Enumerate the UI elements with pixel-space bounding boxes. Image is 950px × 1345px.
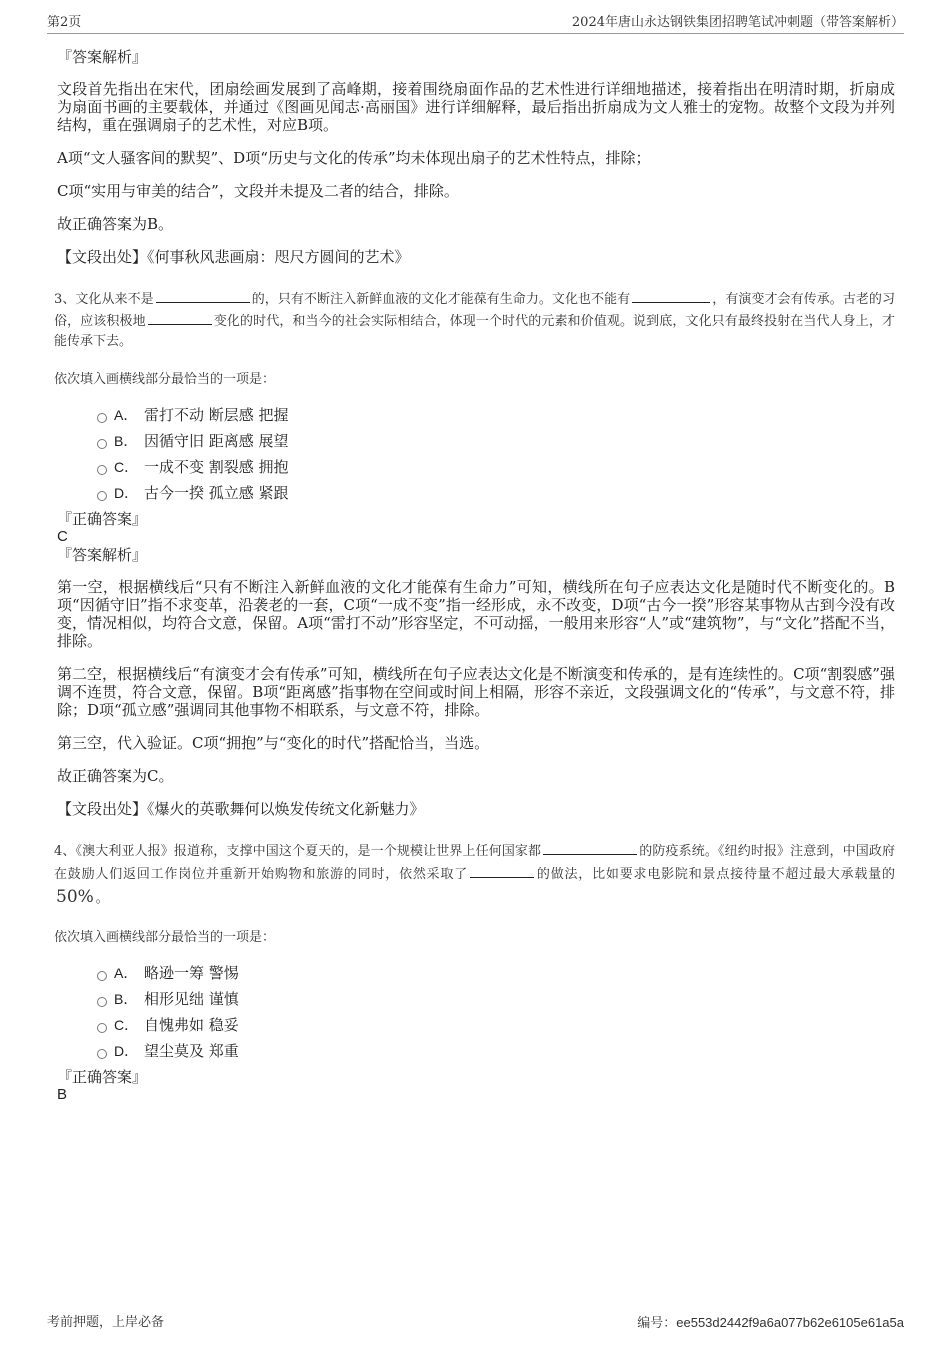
radio-icon[interactable]	[97, 1023, 107, 1033]
document-title: 2024年唐山永达钢铁集团招聘笔试冲刺题（带答案解析）	[571, 15, 904, 30]
analysis-label: 『答案解析』	[57, 546, 148, 564]
page-header	[47, 14, 904, 34]
radio-icon[interactable]	[97, 997, 107, 1007]
radio-icon[interactable]	[97, 439, 107, 449]
correct-answer-label: 『正确答案』	[57, 510, 148, 528]
option-d[interactable]: D． 古今一揆 孤立感 紧跟	[97, 480, 895, 506]
page-number: 第2页	[47, 15, 82, 30]
question-prompt: 依次填入画横线部分最恰当的一项是：	[54, 930, 276, 945]
radio-icon[interactable]	[97, 1049, 107, 1059]
fill-blank	[148, 310, 212, 325]
analysis-label: 『答案解析』	[57, 48, 148, 66]
analysis-paragraph: 第一空，根据横线后“只有不断注入新鲜血液的文化才能葆有生命力”可知，横线所在句子应表达文化是随时代不断变化的。B项“因循守旧”指不求变革，沿袭老的一套，C项“一成不变”指一经形成，永不改变，D项“古今一揆”形容某事物从古到今没有改变，情况相似，均符合文意，保留。A项“雷打不动”形容坚定，不可动摇，一般用来形容“人”或“建筑物”，与“文化”搭配不当，排除。	[57, 578, 895, 650]
radio-icon[interactable]	[97, 491, 107, 501]
option-b[interactable]: B． 相形见绌 谨慎	[97, 986, 895, 1012]
option-a[interactable]: A． 雷打不动 断层感 把握	[97, 402, 895, 428]
text-source: 【文段出处】《何事秋风悲画扇：咫尺方圆间的艺术》	[57, 248, 410, 266]
option-list	[57, 402, 895, 506]
correct-answer-label: 『正确答案』	[57, 1068, 148, 1086]
fill-blank	[470, 863, 534, 878]
correct-answer: B	[57, 1086, 68, 1103]
analysis-paragraph: C项“实用与审美的结合”，文段并未提及二者的结合，排除。	[57, 182, 459, 200]
question-stem: 4、《澳大利亚人报》报道称，支撑中国这个夏天的，是一个规模让世界上任何国家都 的防疫系统。《纽约时报》注意到，中国政府在鼓励人们返回工作岗位并重新开始购物和旅游的同时，依然采取了 的做法，比如要求电影院和景点接待量不超过最大承载量的50% 。	[54, 840, 895, 910]
analysis-paragraph: 文段首先指出在宋代，团扇绘画发展到了高峰期，接着围绕扇面作品的艺术性进行详细地描述，接着指出在明清时期，折扇成为扇面书画的主要载体，并通过《图画见闻志·高丽国》进行详细解释，最后指出折扇成为文人雅士的宠物。故整个文段为并列结构，重在强调扇子的艺术性，对应B项。	[57, 80, 895, 134]
option-c[interactable]: C． 一成不变 割裂感 拥抱	[97, 454, 895, 480]
document-serial: 编号：ee553d2442f9a6a077b62e6105e61a5a	[637, 1315, 904, 1331]
radio-icon[interactable]	[97, 465, 107, 475]
page-content	[54, 48, 895, 1104]
correct-answer: C	[57, 528, 68, 545]
text-source: 【文段出处】《爆火的英歌舞何以焕发传统文化新魅力》	[57, 800, 425, 818]
footer-slogan: 考前押题，上岸必备	[47, 1315, 165, 1330]
question-prompt: 依次填入画横线部分最恰当的一项是：	[54, 372, 276, 387]
fill-blank	[632, 288, 710, 303]
option-list	[57, 960, 895, 1064]
fill-blank	[156, 288, 250, 303]
answer-conclusion: 故正确答案为B。	[57, 215, 174, 233]
analysis-paragraph: A项“文人骚客间的默契”、D项“历史与文化的传承”均未体现出扇子的艺术性特点，排除；	[57, 149, 651, 167]
analysis-paragraph: 第三空，代入验证。C项“拥抱”与“变化的时代”搭配恰当，当选。	[57, 734, 490, 752]
option-b[interactable]: B． 因循守旧 距离感 展望	[97, 428, 895, 454]
option-d[interactable]: D． 望尘莫及 郑重	[97, 1038, 895, 1064]
answer-conclusion: 故正确答案为C。	[57, 767, 174, 785]
radio-icon[interactable]	[97, 413, 107, 423]
question-stem: 3、文化从来不是 的，只有不断注入新鲜血液的文化才能葆有生命力。文化也不能有 ，有演变才会有传承。古老的习俗，应该积极地 变化的时代，和当今的社会实际相结合，体现一个时代的元素和价值观。说到底，文化只有最终投射在当代人身上，才能传承下去。	[54, 288, 895, 352]
fill-blank	[543, 840, 637, 855]
option-a[interactable]: A． 略逊一筹 警惕	[97, 960, 895, 986]
option-c[interactable]: C． 自愧弗如 稳妥	[97, 1012, 895, 1038]
percentage-value: 50%	[56, 887, 94, 907]
radio-icon[interactable]	[97, 971, 107, 981]
analysis-paragraph: 第二空，根据横线后“有演变才会有传承”可知，横线所在句子应表达文化是不断演变和传承的，是有连续性的。C项“割裂感”强调不连贯，符合文意，保留。B项“距离感”指事物在空间或时间上相隔，形容不亲近，文段强调文化的“传承”，与文意不符，排除；D项“孤立感”强调同其他事物不相联系，与文意不符，排除。	[57, 665, 895, 719]
